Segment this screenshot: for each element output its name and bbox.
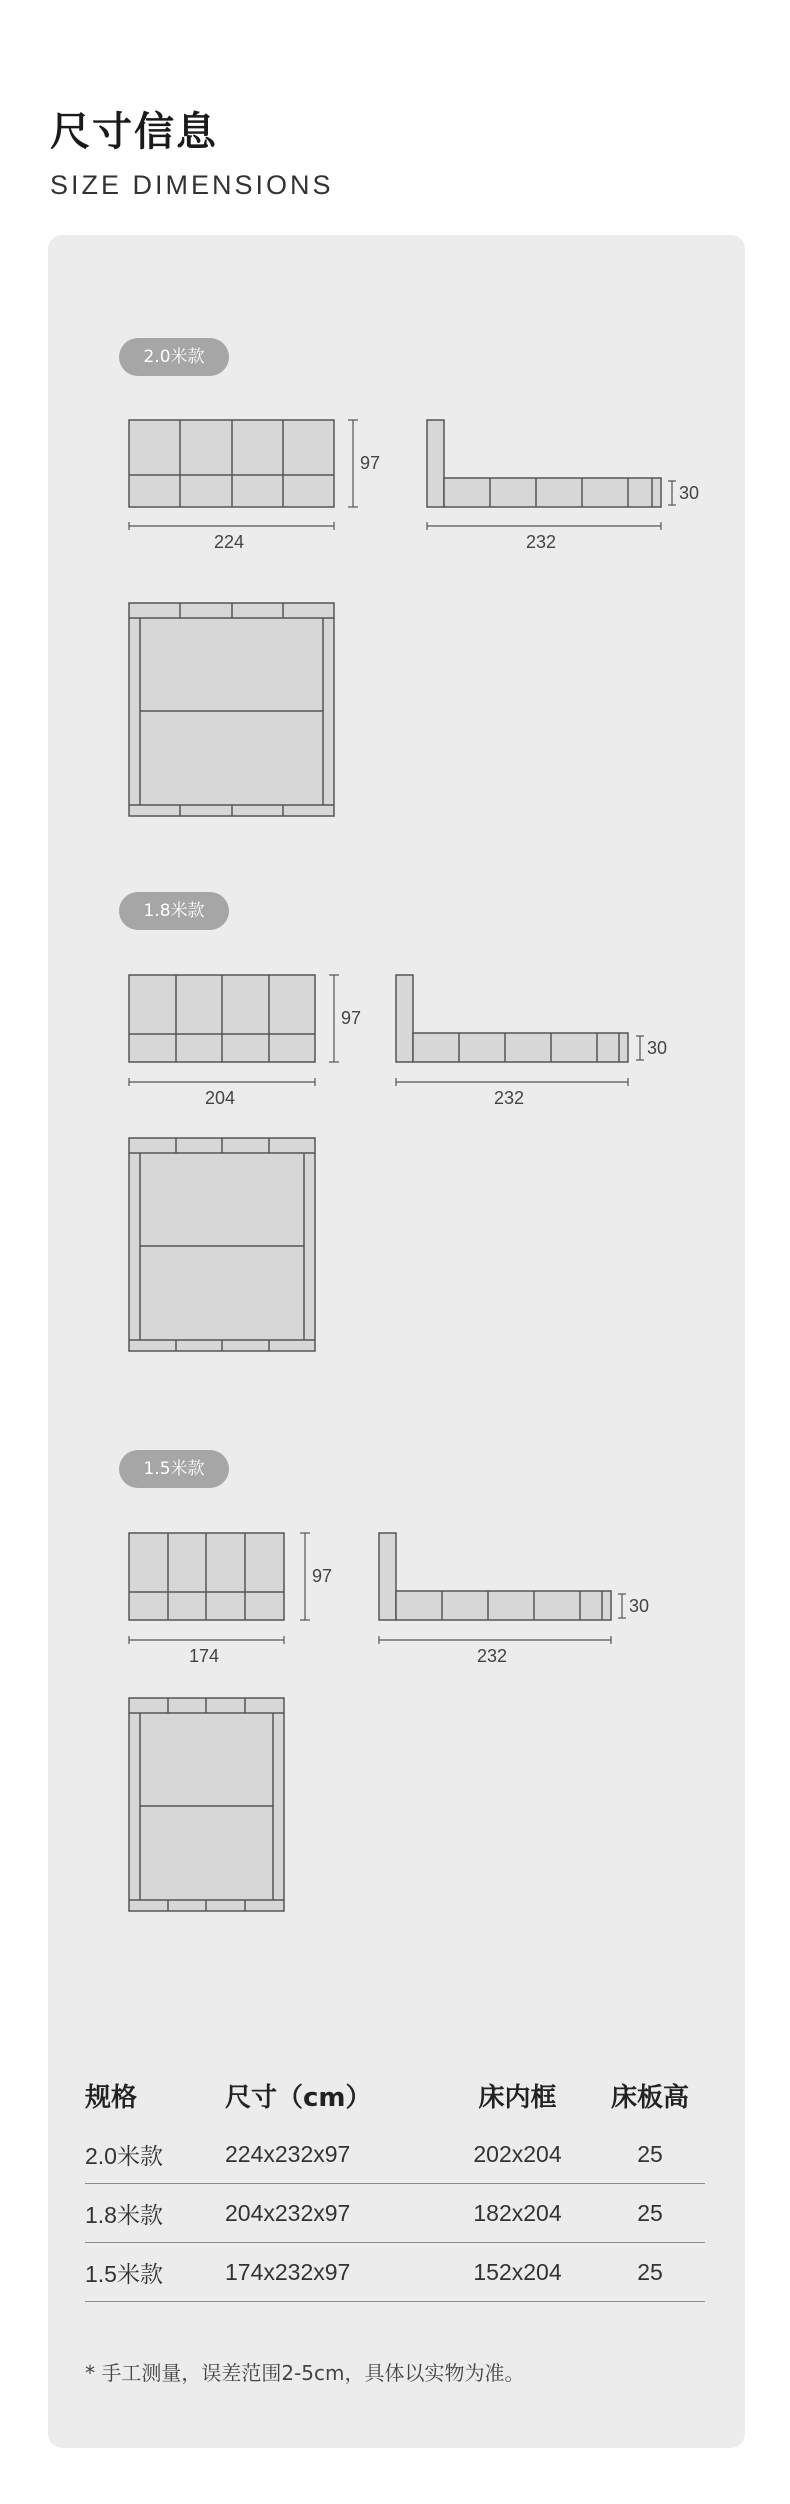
variant-badge-1: 2.0米款 [119, 338, 229, 376]
front-view-3 [129, 1533, 284, 1620]
label-width-3: 174 [189, 1646, 220, 1666]
front-view-2 [129, 975, 315, 1062]
dim-height-2 [329, 975, 339, 1062]
side-view-3 [379, 1533, 611, 1620]
table-row [85, 2243, 705, 2302]
side-view-2 [396, 975, 628, 1062]
cell-board-height: 25 [595, 2125, 705, 2184]
front-view-1 [129, 420, 334, 507]
page-title: 尺寸信息 [50, 109, 218, 155]
top-view-2 [129, 1138, 315, 1351]
cell-inner-frame: 152x204 [440, 2243, 595, 2302]
table-header-row [85, 2065, 705, 2125]
table-row [85, 2125, 705, 2184]
header-board-height: 床板高 [610, 2082, 689, 2113]
label-length-3: 232 [477, 1646, 508, 1666]
label-length-1: 232 [526, 532, 557, 552]
label-rail-3: 30 [629, 1596, 650, 1616]
cell-size: 224x232x97 [225, 2125, 440, 2184]
spec-table [85, 2065, 705, 2302]
dim-length-2 [396, 1078, 628, 1086]
page-subtitle: SIZE DIMENSIONS [50, 170, 334, 200]
cell-spec: 1.8米款 [85, 2184, 225, 2243]
cell-spec: 1.5米款 [85, 2243, 225, 2302]
cell-inner-frame: 202x204 [440, 2125, 595, 2184]
header-size: 尺寸（cm） [225, 2082, 372, 2113]
variant-badge-3: 1.5米款 [119, 1450, 229, 1488]
cell-size: 174x232x97 [225, 2243, 440, 2302]
dim-rail-3 [618, 1594, 626, 1618]
dim-rail-1 [668, 481, 676, 505]
cell-spec: 2.0米款 [85, 2125, 225, 2184]
header-spec: 规格 [85, 2082, 138, 2113]
label-height-1: 97 [360, 453, 381, 473]
label-width-1: 224 [214, 532, 245, 552]
dim-width-2 [129, 1078, 315, 1086]
header-inner-frame: 床内框 [478, 2082, 557, 2113]
label-height-2: 97 [341, 1008, 362, 1028]
dim-height-3 [300, 1533, 310, 1620]
measurement-note: * 手工测量，误差范围2-5cm，具体以实物为准。 [85, 2361, 525, 2385]
dim-height-1 [348, 420, 358, 507]
label-width-2: 204 [205, 1088, 236, 1108]
top-view-3 [129, 1698, 284, 1911]
dim-width-1 [129, 522, 334, 530]
dim-length-3 [379, 1636, 611, 1644]
cell-size: 204x232x97 [225, 2184, 440, 2243]
label-length-2: 232 [494, 1088, 525, 1108]
dim-rail-2 [636, 1036, 644, 1060]
cell-board-height: 25 [595, 2184, 705, 2243]
label-rail-1: 30 [679, 483, 700, 503]
side-view-1 [427, 420, 661, 507]
top-view-1 [129, 603, 334, 816]
variant-badge-2: 1.8米款 [119, 892, 229, 930]
dim-length-1 [427, 522, 661, 530]
cell-inner-frame: 182x204 [440, 2184, 595, 2243]
label-height-3: 97 [312, 1566, 333, 1586]
cell-board-height: 25 [595, 2243, 705, 2302]
label-rail-2: 30 [647, 1038, 668, 1058]
table-row [85, 2184, 705, 2243]
dim-width-3 [129, 1636, 284, 1644]
